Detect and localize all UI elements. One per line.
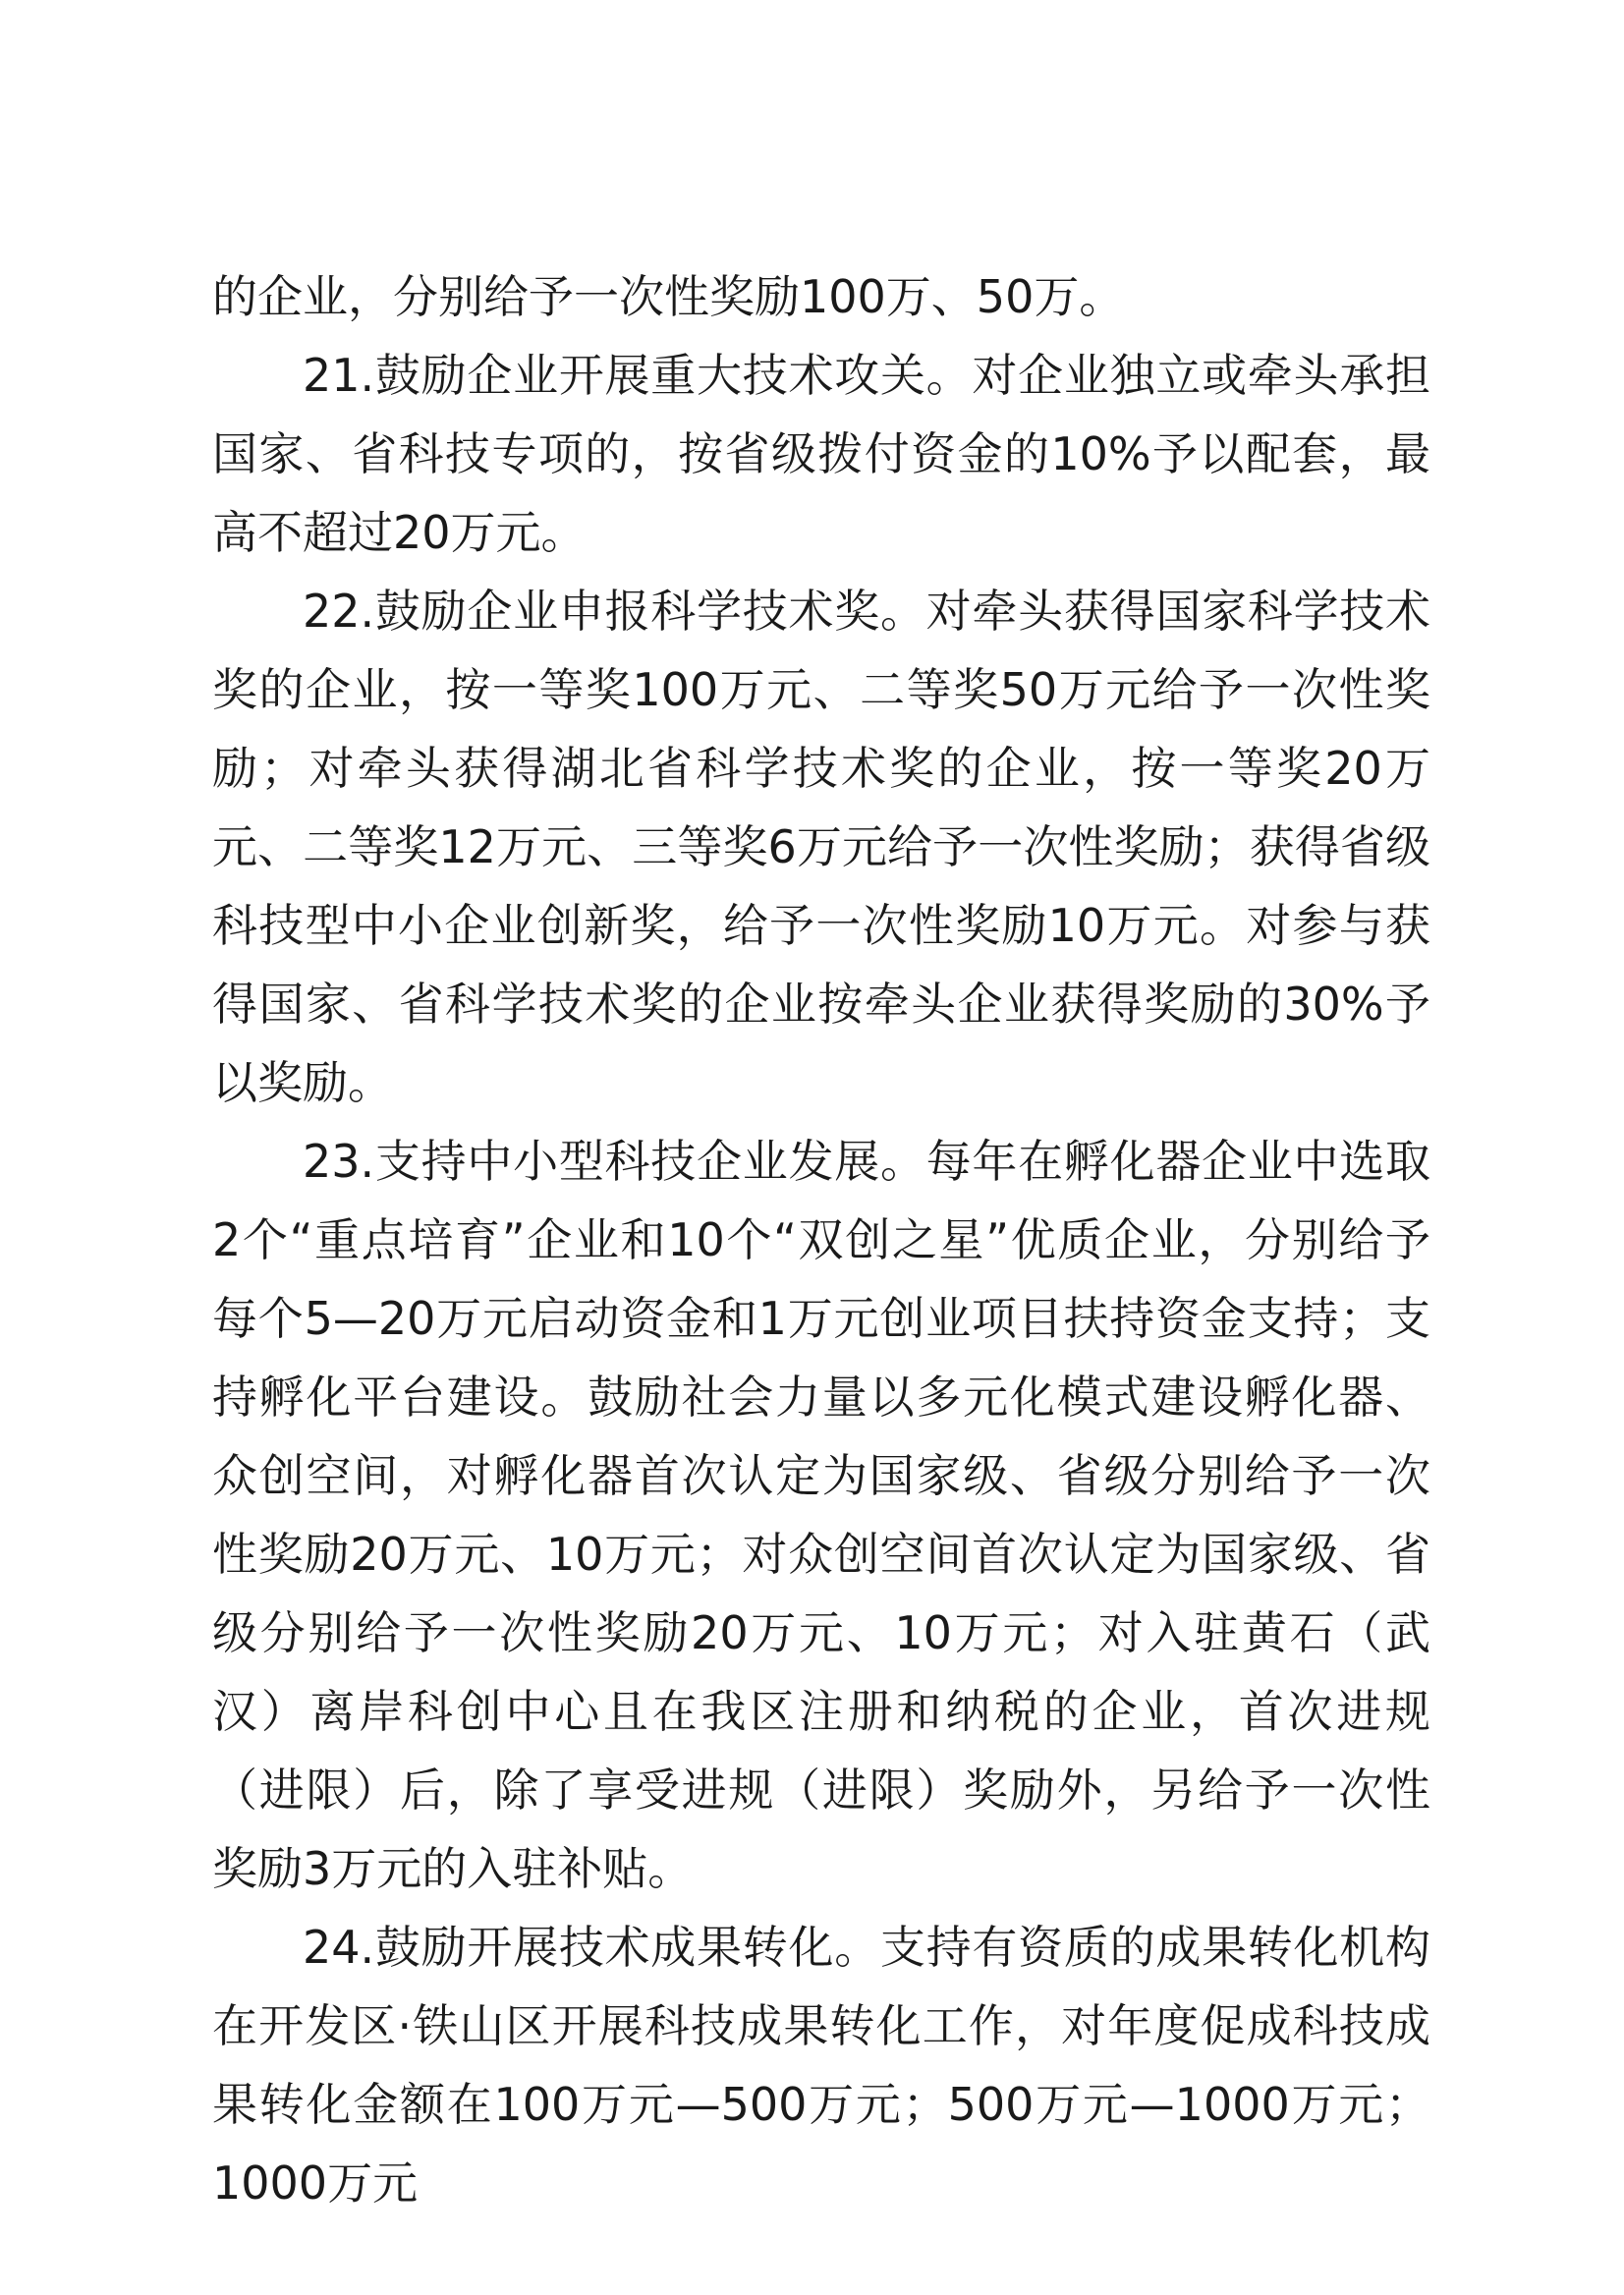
paragraph-item-24: 24.鼓励开展技术成果转化。支持有资质的成果转化机构在开发区·铁山区开展科技成果转化工作，对年度促成科技成果转化金额在100万元—500万元；500万元—1000万元；1000万元 — [212, 1921, 1430, 2210]
document-body — [212, 257, 1430, 2222]
paragraph-item-21: 21.鼓励企业开展重大技术攻关。对企业独立或牵头承担国家、省科技专项的，按省级拨付资金的10%予以配套，最高不超过20万元。 — [212, 349, 1430, 559]
paragraph-item-22: 22.鼓励企业申报科学技术奖。对牵头获得国家科学技术奖的企业，按一等奖100万元、二等奖50万元给予一次性奖励；对牵头获得湖北省科学技术奖的企业，按一等奖20万元、二等奖12万元、三等奖6万元给予一次性奖励；获得省级科技型中小企业创新奖，给予一次性奖励10万元。对参与获得国家、省科学技术奖的企业按牵头企业获得奖励的30%予以奖励。 — [212, 585, 1430, 1109]
paragraph-continuation: 的企业，分别给予一次性奖励100万、50万。 — [212, 270, 1125, 323]
paragraph-item-23: 23.支持中小型科技企业发展。每年在孵化器企业中选取2个“重点培育”企业和10个“双创之星”优质企业，分别给予每个5—20万元启动资金和1万元创业项目扶持资金支持；支持孵化平台建设。鼓励社会力量以多元化模式建设孵化器、众创空间，对孵化器首次认定为国家级、省级分别给予一次性奖励20万元、10万元；对众创空间首次认定为国家级、省级分别给予一次性奖励20万元、10万元；对入驻黄石（武汉）离岸科创中心且在我区注册和纳税的企业，首次进规（进限）后，除了享受进规（进限）奖励外，另给予一次性奖励3万元的入驻补贴。 — [212, 1135, 1430, 1895]
